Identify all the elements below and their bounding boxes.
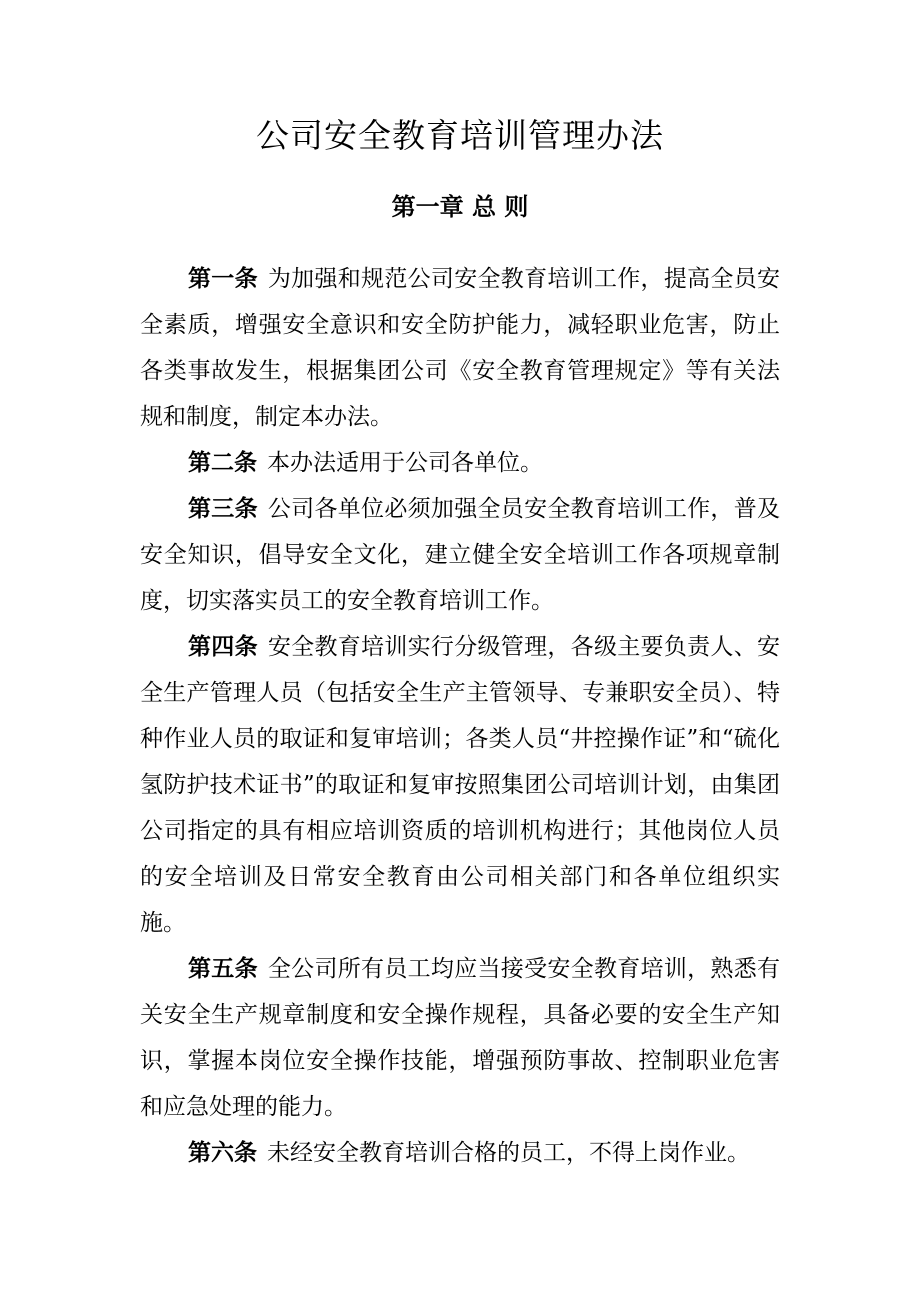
article-5 xyxy=(140,946,780,1130)
article-text: 公司各单位必须加强全员安全教育培训工作，普及安全知识，倡导安全文化，建立健全安全培训工作各项规章制度，切实落实员工的安全教育培训工作。 xyxy=(140,496,780,614)
article-label: 第六条 xyxy=(188,1140,257,1166)
article-label: 第三条 xyxy=(188,496,258,522)
chapter-heading: 第一章 总 则 xyxy=(391,193,529,221)
article-text: 安全教育培训实行分级管理，各级主要负责人、安全生产管理人员（包括安全生产主管领导、专兼职安全员）、特种作业人员的取证和复审培训；各类人员“井控操作证”和“硫化氢防护技术证书”的取证和复审按照集团公司培训计划，由集团公司指定的具有相应培训资质的培训机构进行；其他岗位人员的安全培训及日常安全教育由公司相关部门和各单位组织实施。 xyxy=(140,634,780,936)
article-text: 全公司所有员工均应当接受安全教育培训，熟悉有关安全生产规章制度和安全操作规程，具备必要的安全生产知识，掌握本岗位安全操作技能，增强预防事故、控制职业危害和应急处理的能力。 xyxy=(140,956,780,1120)
article-text: 本办法适用于公司各单位。 xyxy=(267,450,543,476)
article-1 xyxy=(140,256,780,440)
article-text: 为加强和规范公司安全教育培训工作，提高全员安全素质，增强安全意识和安全防护能力，减轻职业危害，防止各类事故发生，根据集团公司《安全教育管理规定》等有关法规和制度，制定本办法。 xyxy=(140,266,780,430)
article-6 xyxy=(140,1130,780,1176)
document-body xyxy=(140,256,780,1176)
article-4 xyxy=(140,624,780,946)
article-3 xyxy=(140,486,780,624)
article-label: 第五条 xyxy=(188,956,258,982)
article-label: 第二条 xyxy=(188,450,257,476)
article-label: 第四条 xyxy=(188,634,258,660)
article-2 xyxy=(140,440,780,486)
document-title: 公司安全教育培训管理办法 xyxy=(256,116,664,155)
article-label: 第一条 xyxy=(188,266,258,292)
article-text: 未经安全教育培训合格的员工，不得上岗作业。 xyxy=(267,1140,750,1166)
